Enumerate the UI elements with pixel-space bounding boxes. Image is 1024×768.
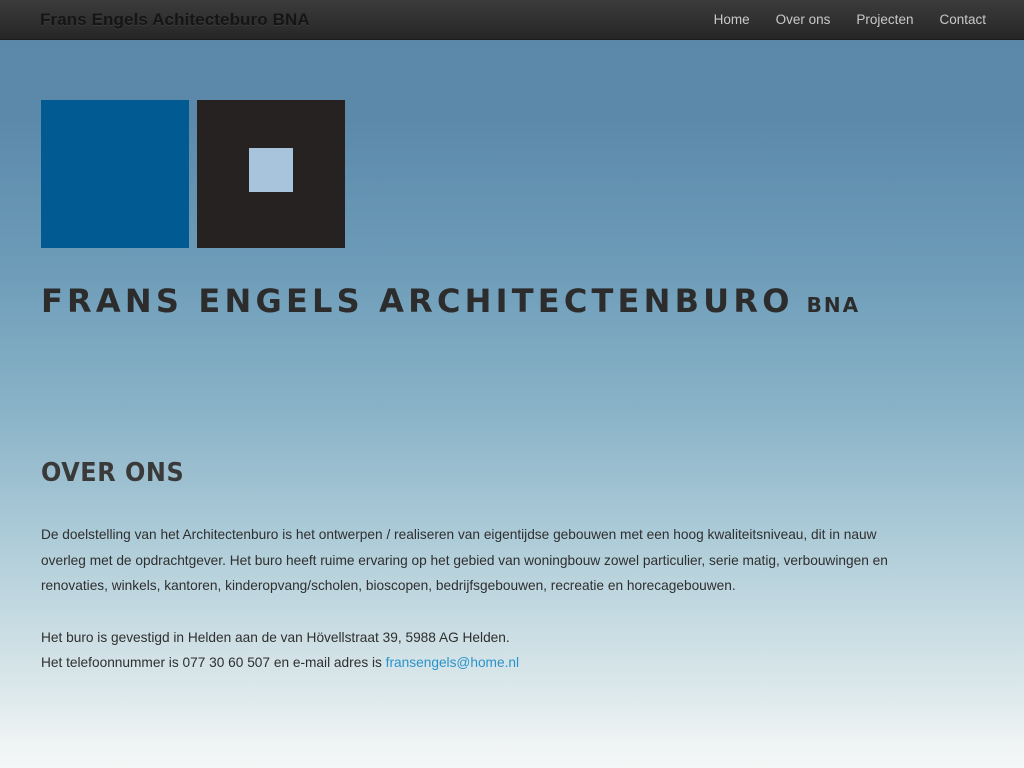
email-link[interactable]: fransengels@home.nl <box>385 654 520 670</box>
contact-block <box>41 625 891 675</box>
company-logo <box>41 100 345 248</box>
main-content <box>41 458 901 701</box>
nav-item-contact[interactable]: Contact <box>939 12 986 27</box>
wordmark-bna-text: BNA <box>806 293 861 317</box>
site-title: Frans Engels Achitecteburo BNA <box>40 9 310 29</box>
site-header <box>0 0 1024 40</box>
main-navigation <box>714 12 986 27</box>
nav-item-over-ons[interactable]: Over ons <box>775 12 831 27</box>
page-title: OVER ONS <box>41 458 185 488</box>
contact-prefix-text: Het telefoonnummer is 077 30 60 507 en e-mail adres is <box>41 654 386 670</box>
logo-dark-square-icon <box>197 100 345 248</box>
logo-inner-square-icon <box>249 148 293 192</box>
nav-item-projecten[interactable]: Projecten <box>856 12 914 27</box>
address-line: Het buro is gevestigd in Helden aan de van Hövellstraat 39, 5988 AG Helden. <box>41 629 510 645</box>
wordmark-main-text: FRANS ENGELS ARCHITECTENBURO <box>41 282 794 320</box>
logo-wordmark <box>41 282 860 320</box>
about-paragraph: De doelstelling van het Architectenburo is het ontwerpen / realiseren van eigentijdse gebouwen met een hoog kwaliteitsniveau, dit in nauw overleg met de opdrachtgever. Het buro heeft ruime ervaring op het gebied van woningbouw zowel particulier, serie matig, verbouwingen en renovaties, winkels, kantoren, kinderopvang/scholen, bioscopen, bedrijfsgebouwen, recreatie en horecagebouwen. <box>41 527 888 593</box>
nav-item-home[interactable]: Home <box>713 12 750 27</box>
logo-blue-square-icon <box>41 100 189 248</box>
